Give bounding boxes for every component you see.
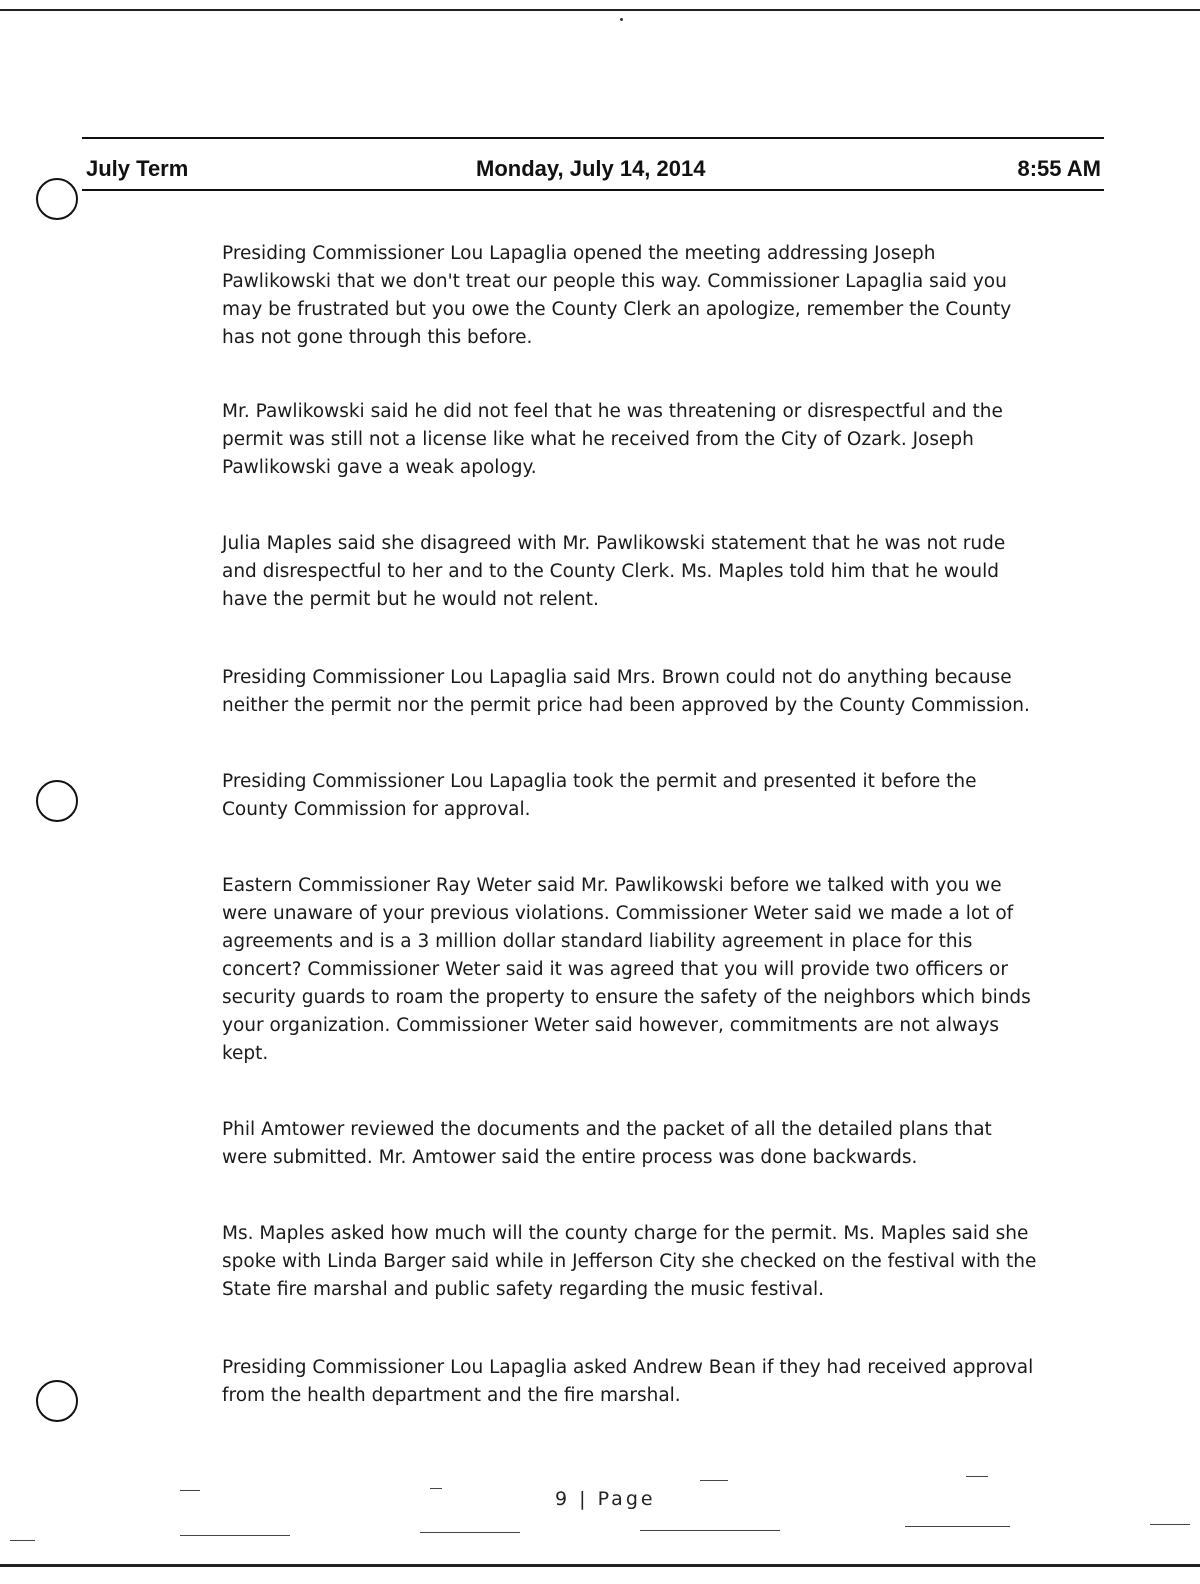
scan-mark xyxy=(180,1490,200,1491)
paragraph-lapaglia-brown: Presiding Commissioner Lou Lapaglia said Mrs. Brown could not do anything because neither the permit nor the permit price had been approved by the County Commission. xyxy=(222,667,1030,716)
paragraph-pawlikowski-response: Mr. Pawlikowski said he did not feel that he was threatening or disrespectful and the permit was still not a license like what he received from the City of Ozark. Joseph Pawlikowski gave a weak apology. xyxy=(222,401,1003,478)
scan-edge-top xyxy=(0,9,1200,11)
punch-hole-top xyxy=(36,178,78,220)
header-rule-top xyxy=(82,137,1104,139)
scan-mark xyxy=(966,1476,988,1477)
meeting-time: 8:55 AM xyxy=(1017,156,1101,181)
term-label: July Term xyxy=(86,156,189,181)
scan-mark xyxy=(640,1530,780,1531)
paragraph-lapaglia-approval: Presiding Commissioner Lou Lapaglia asked Andrew Bean if they had received approval from the health department and the fire marshal. xyxy=(222,1357,1034,1406)
scan-mark xyxy=(700,1480,728,1481)
paragraph-lapaglia-opening: Presiding Commissioner Lou Lapaglia opened the meeting addressing Joseph Pawlikowski that we don't treat our people this way. Commissioner Lapaglia said you may be frustrated but you owe the County Clerk an apologize, remember the County has not gone through this before. xyxy=(222,243,1012,348)
page-number: 9 | Page xyxy=(555,1488,656,1510)
scan-speck xyxy=(620,18,623,21)
paragraph-lapaglia-permit: Presiding Commissioner Lou Lapaglia took the permit and presented it before the County Commission for approval. xyxy=(222,771,977,820)
punch-hole-middle xyxy=(36,780,78,822)
scan-mark xyxy=(420,1532,520,1533)
paragraph-amtower-review: Phil Amtower reviewed the documents and the packet of all the detailed plans that were submitted. Mr. Amtower said the entire process was done backwards. xyxy=(222,1119,992,1168)
punch-hole-bottom xyxy=(36,1380,78,1422)
scan-mark xyxy=(905,1526,1010,1527)
paragraph-maples-permit-charge: Ms. Maples asked how much will the county charge for the permit. Ms. Maples said she spoke with Linda Barger said while in Jefferson City she checked on the festival with the State fire marshal and public safety regarding the music festival. xyxy=(222,1223,1037,1300)
scan-mark xyxy=(180,1535,290,1536)
scan-mark xyxy=(10,1540,35,1541)
paragraph-weter-agreements: Eastern Commissioner Ray Weter said Mr. Pawlikowski before we talked with you we were unaware of your previous violations. Commissioner Weter said we made a lot of agreements and is a 3 million dollar standard liability agreement in place for this concert? Commissioner Weter said it was agreed that you will provide two officers or security guards to roam the property to ensure the safety of the neighbors which binds your organization. Commissioner Weter said however, commitments are not always kept. xyxy=(222,875,1031,1064)
scan-mark xyxy=(430,1488,442,1489)
meeting-date: Monday, July 14, 2014 xyxy=(476,156,706,181)
header-rule-bottom xyxy=(82,189,1104,191)
scan-edge-bottom xyxy=(0,1564,1200,1567)
paragraph-maples-disagreement: Julia Maples said she disagreed with Mr. Pawlikowski statement that he was not rude and disrespectful to her and to the County Clerk. Ms. Maples told him that he would have the permit but he would not relent. xyxy=(222,533,1006,610)
scan-mark xyxy=(1150,1524,1190,1525)
